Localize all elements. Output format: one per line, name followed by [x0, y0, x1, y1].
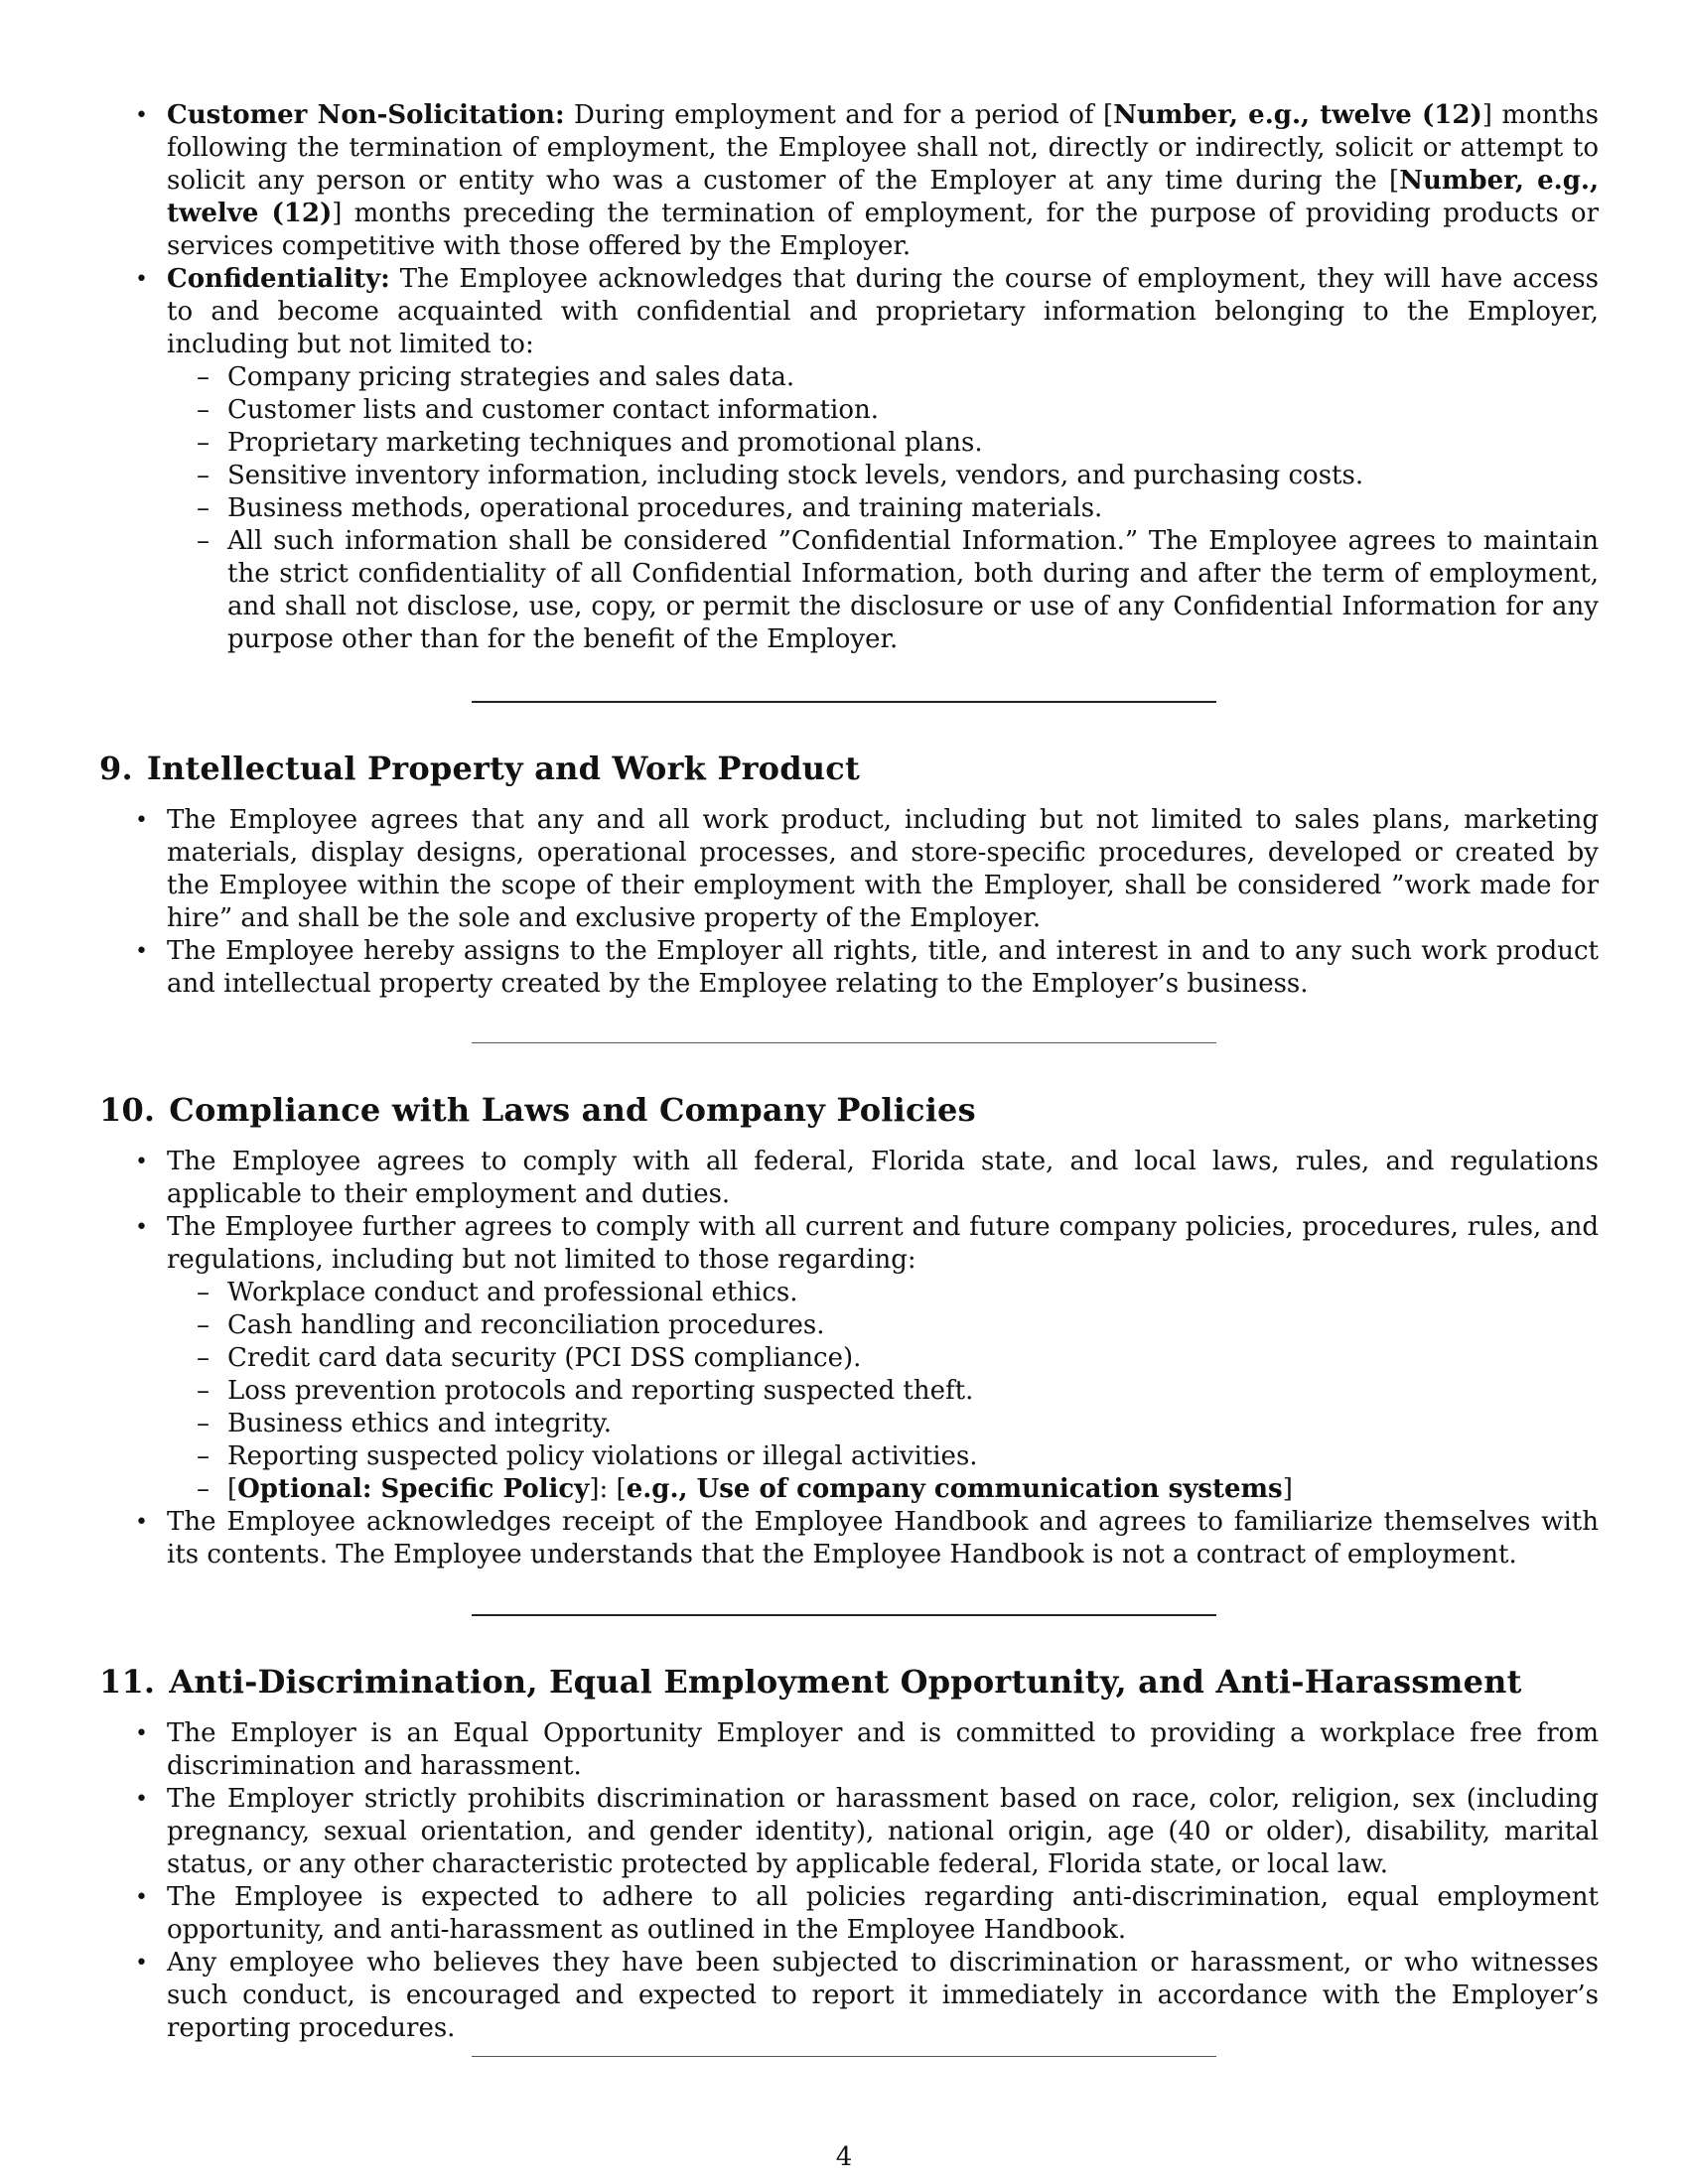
list-item: • The Employee hereby assigns to the Employer all rights, title, and interest in and to any such work product and intellectual property created by the Employee relating to the Employer’s business. [135, 936, 1599, 999]
list-item: • The Employer is an Equal Opportunity Employer and is committed to providing a workplace free from discrimination and harassment. [135, 1718, 1599, 1781]
sub-list-item: – Workplace conduct and professional ethics. [197, 1278, 798, 1307]
list-item: • The Employee is expected to adhere to all policies regarding anti-discrimination, equal employment opportunity, and anti-harassment as outlined in the Employee Handbook. [135, 1882, 1599, 1945]
section-9-heading: 9. Intellectual Property and Work Product [99, 750, 860, 787]
list-item: • The Employee further agrees to comply with all current and future company policies, procedures, rules, and regulations, including but not limited to those regarding: – Workplace conduct and professional ethics. – Cash handling and reconciliation procedures. – Credit card data security (PCI DSS compliance). – Loss prevention protocols and reporting suspected theft. – Business ethics and integrity. – Reporting suspected policy violations or illegal activities. – [Optional: Specific Policy]: [e.g., Use of company communication systems] [135, 1212, 1599, 1504]
list-item: • The Employee agrees that any and all work product, including but not limited to sales plans, marketing materials, display designs, operational processes, and store-specific procedures, developed or created by the Employee within the scope of their employment with the Employer, shall be considered ”work made for hire” and shall be the sole and exclusive property of the Employer. [135, 805, 1599, 933]
list-item: • The Employee agrees to comply with all federal, Florida state, and local laws, rules, and regulations applicable to their employment and duties. [135, 1147, 1599, 1209]
sub-list-item: – Company pricing strategies and sales data. [197, 362, 795, 392]
section-11-heading: 11. Anti-Discrimination, Equal Employment Opportunity, and Anti-Harassment [99, 1663, 1522, 1701]
bullet-icon: • [135, 267, 148, 292]
sub-list-item: – Loss prevention protocols and reporting suspected theft. [197, 1376, 974, 1406]
sub-list-item: – Reporting suspected policy violations or illegal activities. [197, 1441, 978, 1471]
list-item-non-solicitation: • Customer Non-Solicitation: During employment and for a period of [Number, e.g., twelve (12)] months following the termination of employment, the Employee shall not, directly or indirectly, solicit or attempt to solicit any person or entity who was a customer of the Employer at any time during the [Number, e.g., twelve (12)] months preceding the termination of employment, for the purpose of providing products or services competitive with those offered by the Employer. [135, 100, 1599, 261]
sub-list-item: – Sensitive inventory information, including stock levels, vendors, and purchasing costs. [197, 461, 1364, 490]
section-divider [472, 2056, 1216, 2057]
sub-list-item: – Proprietary marketing techniques and promotional plans. [197, 428, 983, 458]
section-9-list [99, 804, 1599, 1001]
section-divider [472, 701, 1216, 703]
section-10-heading: 10. Compliance with Laws and Company Policies [99, 1091, 976, 1129]
page-number: 4 [835, 2142, 853, 2172]
section-11-list [99, 1717, 1599, 2045]
sub-list-item: – Customer lists and customer contact information. [197, 395, 880, 425]
bullet-icon: • [135, 103, 148, 128]
top-list [99, 99, 1599, 656]
section-10-list [99, 1146, 1599, 1571]
list-item-confidentiality: • Confidentiality: The Employee acknowledges that during the course of employment, they will have access to and become acquainted with confidential and proprietary information belonging to the Employer, including but not limited to: – Company pricing strategies and sales data. – Customer lists and customer contact information. – Proprietary marketing techniques and promotional plans. – Sensitive inventory information, including stock levels, vendors, and purchasing costs. – Business methods, operational procedures, and training materials. – All such information shall be considered ”Confidential Information.” The Employee agrees to maintain the strict confidentiality of all Confidential Information, both during and after the term of employment, and shall not disclose, use, copy, or permit the disclosure or use of any Confidential Information for any purpose other than for the benefit of the Employer. [135, 264, 1599, 654]
list-item: • The Employer strictly prohibits discrimination or harassment based on race, color, religion, sex (including pregnancy, sexual orientation, and gender identity), national origin, age (40 or older), disability, marital status, or any other characteristic protected by applicable federal, Florida state, or local law. [135, 1784, 1599, 1879]
section-divider [472, 1042, 1216, 1043]
sub-list-item: – Business methods, operational procedures, and training materials. [197, 493, 1103, 523]
sub-list-item: – Credit card data security (PCI DSS compliance). [197, 1343, 862, 1373]
list-item: • Any employee who believes they have been subjected to discrimination or harassment, or who witnesses such conduct, is encouraged and expected to report it immediately in accordance with the Employer’s reporting procedures. [135, 1948, 1599, 2043]
sub-list-item: – All such information shall be considered ”Confidential Information.” The Employee agrees to maintain the strict confidentiality of all Confidential Information, both during and after the term of employment, and shall not disclose, use, copy, or permit the disclosure or use of any Confidential Information for any purpose other than for the benefit of the Employer. [197, 526, 1599, 654]
sub-list-item: – Business ethics and integrity. [197, 1409, 613, 1438]
sub-list-item: – Cash handling and reconciliation procedures. [197, 1310, 825, 1340]
list-item: • The Employee acknowledges receipt of the Employee Handbook and agrees to familiarize themselves with its contents. The Employee understands that the Employee Handbook is not a contract of employment. [135, 1507, 1599, 1570]
section-divider [472, 1614, 1216, 1616]
sub-list-item-optional-policy: – [Optional: Specific Policy]: [e.g., Use of company communication systems] [197, 1474, 1293, 1504]
